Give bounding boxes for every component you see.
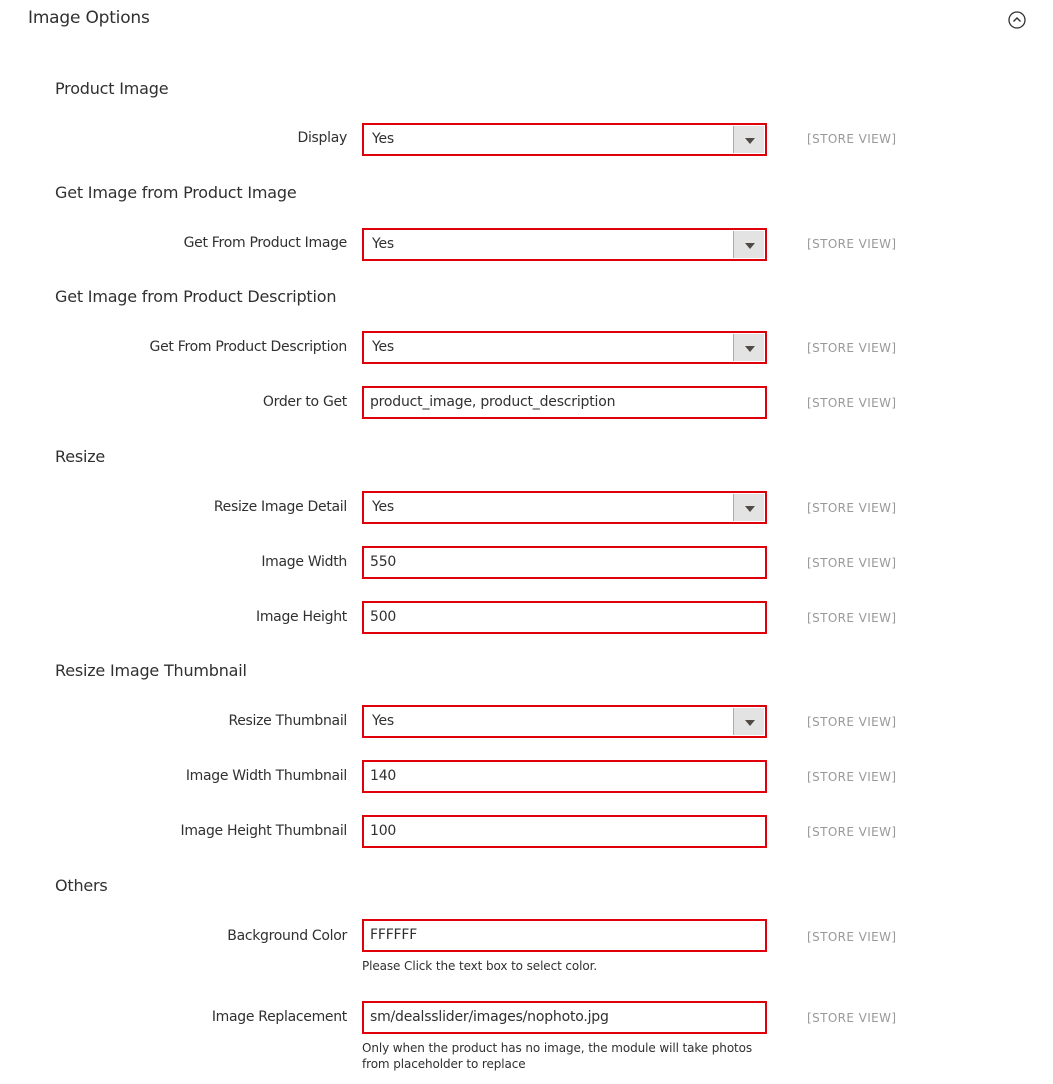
chevron-up-circle-icon[interactable] <box>1008 11 1026 29</box>
scope-label: [STORE VIEW] <box>807 770 897 784</box>
dropdown-arrow-icon[interactable] <box>733 126 764 153</box>
image-width-input[interactable] <box>362 546 767 579</box>
get-from-product-description-label: Get From Product Description <box>149 339 347 355</box>
scope-label: [STORE VIEW] <box>807 237 897 251</box>
scope-label: [STORE VIEW] <box>807 132 897 146</box>
get-from-product-image-select[interactable] <box>362 228 767 261</box>
scope-label: [STORE VIEW] <box>807 341 897 355</box>
scope-label: [STORE VIEW] <box>807 930 897 944</box>
image-height-label: Image Height <box>256 609 347 625</box>
order-to-get-value: product_image, product_description <box>370 394 616 410</box>
dropdown-arrow-icon[interactable] <box>733 708 764 735</box>
resize-thumbnail-value: Yes <box>372 713 394 729</box>
order-to-get-input[interactable] <box>362 386 767 419</box>
dropdown-arrow-icon[interactable] <box>733 494 764 521</box>
scope-label: [STORE VIEW] <box>807 396 897 410</box>
image-width-thumbnail-value: 140 <box>370 768 397 784</box>
scope-label: [STORE VIEW] <box>807 556 897 570</box>
scope-label: [STORE VIEW] <box>807 715 897 729</box>
image-height-thumbnail-value: 100 <box>370 823 397 839</box>
dropdown-arrow-icon[interactable] <box>733 334 764 361</box>
image-replacement-input[interactable] <box>362 1001 767 1034</box>
get-from-product-image-label: Get From Product Image <box>183 235 347 251</box>
background-color-value: FFFFFF <box>370 927 418 943</box>
get-from-product-image-value: Yes <box>372 236 394 252</box>
resize-image-detail-value: Yes <box>372 499 394 515</box>
group-title-others: Others <box>55 876 108 895</box>
image-width-label: Image Width <box>261 554 347 570</box>
scope-label: [STORE VIEW] <box>807 1011 897 1025</box>
image-width-thumbnail-input[interactable] <box>362 760 767 793</box>
resize-image-detail-label: Resize Image Detail <box>213 499 347 515</box>
scope-label: [STORE VIEW] <box>807 611 897 625</box>
display-select-value: Yes <box>372 131 394 147</box>
image-height-thumbnail-label: Image Height Thumbnail <box>180 823 347 839</box>
get-from-product-description-select[interactable] <box>362 331 767 364</box>
resize-image-detail-select[interactable] <box>362 491 767 524</box>
background-color-note: Please Click the text box to select color. <box>362 959 598 973</box>
display-label: Display <box>297 130 347 146</box>
group-title-resize-thumbnail: Resize Image Thumbnail <box>55 661 247 680</box>
scope-label: [STORE VIEW] <box>807 501 897 515</box>
image-replacement-value: sm/dealsslider/images/nophoto.jpg <box>370 1009 609 1025</box>
order-to-get-label: Order to Get <box>262 394 347 410</box>
dropdown-arrow-icon[interactable] <box>733 231 764 258</box>
image-replacement-label: Image Replacement <box>211 1009 347 1025</box>
group-title-resize: Resize <box>55 447 106 466</box>
display-select[interactable] <box>362 123 767 156</box>
group-title-product-image: Product Image <box>55 79 169 98</box>
image-width-value: 550 <box>370 554 397 570</box>
resize-thumbnail-select[interactable] <box>362 705 767 738</box>
image-width-thumbnail-label: Image Width Thumbnail <box>185 768 347 784</box>
group-title-get-from-product-image: Get Image from Product Image <box>55 183 297 202</box>
background-color-input[interactable] <box>362 919 767 952</box>
background-color-label: Background Color <box>227 928 347 944</box>
get-from-product-description-value: Yes <box>372 339 394 355</box>
section-title[interactable]: Image Options <box>28 8 150 28</box>
image-height-input[interactable] <box>362 601 767 634</box>
image-height-value: 500 <box>370 609 397 625</box>
image-height-thumbnail-input[interactable] <box>362 815 767 848</box>
group-title-get-from-product-description: Get Image from Product Description <box>55 287 337 306</box>
scope-label: [STORE VIEW] <box>807 825 897 839</box>
resize-thumbnail-label: Resize Thumbnail <box>228 713 347 729</box>
image-replacement-note: Only when the product has no image, the module will take photos from placeholder to replace <box>362 1041 753 1071</box>
